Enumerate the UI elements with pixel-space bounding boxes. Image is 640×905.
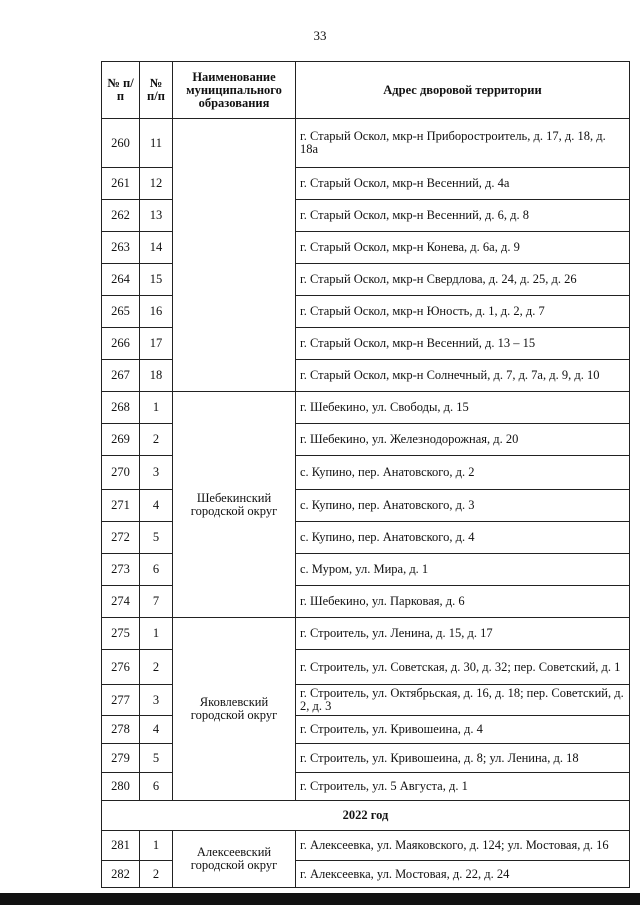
header-num-global: № п/п (102, 62, 140, 119)
row-number-local: 18 (140, 360, 173, 392)
row-number-local: 2 (140, 424, 173, 456)
row-number-local: 13 (140, 200, 173, 232)
address-cell: г. Строитель, ул. Октябрьская, д. 16, д. 18; пер. Советский, д. 2, д. 3 (296, 685, 630, 716)
table-row (102, 831, 630, 861)
year-label: 2022 год (102, 801, 630, 831)
header-num-local: № п/п (140, 62, 173, 119)
address-cell: г. Старый Оскол, мкр-н Весенний, д. 6, д. 8 (296, 200, 630, 232)
row-number-global: 270 (102, 456, 140, 490)
row-number-global: 261 (102, 168, 140, 200)
row-number-global: 265 (102, 296, 140, 328)
row-number-global: 262 (102, 200, 140, 232)
row-number-global: 271 (102, 490, 140, 522)
row-number-global: 278 (102, 716, 140, 744)
row-number-global: 274 (102, 586, 140, 618)
row-number-local: 17 (140, 328, 173, 360)
municipality-cell: Алексеевский городской округ (173, 831, 296, 888)
row-number-global: 276 (102, 650, 140, 685)
address-cell: г. Строитель, ул. Ленина, д. 15, д. 17 (296, 618, 630, 650)
page-number: 33 (313, 28, 327, 43)
row-number-global: 263 (102, 232, 140, 264)
table-row (102, 618, 630, 650)
address-cell: г. Строитель, ул. 5 Августа, д. 1 (296, 773, 630, 801)
address-cell: г. Шебекино, ул. Парковая, д. 6 (296, 586, 630, 618)
address-cell: г. Старый Оскол, мкр-н Приборостроитель, д. 17, д. 18, д. 18а (296, 119, 630, 168)
table-row (102, 119, 630, 168)
row-number-global: 272 (102, 522, 140, 554)
yard-territory-table (101, 61, 630, 888)
row-number-local: 12 (140, 168, 173, 200)
row-number-local: 6 (140, 554, 173, 586)
table-header-row (102, 62, 630, 119)
row-number-local: 6 (140, 773, 173, 801)
table-row (102, 392, 630, 424)
row-number-local: 7 (140, 586, 173, 618)
row-number-local: 1 (140, 392, 173, 424)
row-number-local: 3 (140, 456, 173, 490)
row-number-local: 1 (140, 831, 173, 861)
row-number-global: 281 (102, 831, 140, 861)
row-number-local: 1 (140, 618, 173, 650)
row-number-local: 2 (140, 650, 173, 685)
row-number-global: 268 (102, 392, 140, 424)
address-cell: с. Купино, пер. Анатовского, д. 4 (296, 522, 630, 554)
address-cell: г. Старый Оскол, мкр-н Весенний, д. 4а (296, 168, 630, 200)
row-number-local: 3 (140, 685, 173, 716)
address-cell: г. Старый Оскол, мкр-н Свердлова, д. 24, д. 25, д. 26 (296, 264, 630, 296)
address-cell: г. Алексеевка, ул. Маяковского, д. 124; ул. Мостовая, д. 16 (296, 831, 630, 861)
row-number-global: 266 (102, 328, 140, 360)
address-cell: с. Муром, ул. Мира, д. 1 (296, 554, 630, 586)
address-cell: г. Алексеевка, ул. Мостовая, д. 22, д. 24 (296, 861, 630, 888)
row-number-local: 5 (140, 522, 173, 554)
table-body (102, 119, 630, 888)
year-separator-row (102, 801, 630, 831)
address-cell: г. Старый Оскол, мкр-н Весенний, д. 13 – 15 (296, 328, 630, 360)
header-municipality: Наименование муниципального образования (173, 62, 296, 119)
address-cell: г. Строитель, ул. Кривошеина, д. 4 (296, 716, 630, 744)
row-number-global: 264 (102, 264, 140, 296)
row-number-global: 280 (102, 773, 140, 801)
row-number-global: 269 (102, 424, 140, 456)
row-number-local: 15 (140, 264, 173, 296)
row-number-local: 4 (140, 490, 173, 522)
address-cell: г. Шебекино, ул. Свободы, д. 15 (296, 392, 630, 424)
scan-edge-bar (0, 893, 640, 905)
row-number-global: 275 (102, 618, 140, 650)
row-number-global: 273 (102, 554, 140, 586)
address-cell: г. Строитель, ул. Кривошеина, д. 8; ул. Ленина, д. 18 (296, 744, 630, 773)
row-number-global: 279 (102, 744, 140, 773)
address-cell: г. Старый Оскол, мкр-н Конева, д. 6а, д. 9 (296, 232, 630, 264)
row-number-local: 4 (140, 716, 173, 744)
row-number-local: 16 (140, 296, 173, 328)
address-cell: г. Старый Оскол, мкр-н Юность, д. 1, д. 2, д. 7 (296, 296, 630, 328)
header-address: Адрес дворовой территории (296, 62, 630, 119)
row-number-global: 277 (102, 685, 140, 716)
address-cell: с. Купино, пер. Анатовского, д. 2 (296, 456, 630, 490)
row-number-global: 267 (102, 360, 140, 392)
municipality-cell: Шебекинский городской округ (173, 392, 296, 618)
row-number-local: 5 (140, 744, 173, 773)
address-cell: г. Шебекино, ул. Железнодорожная, д. 20 (296, 424, 630, 456)
address-cell: г. Строитель, ул. Советская, д. 30, д. 32; пер. Советский, д. 1 (296, 650, 630, 685)
row-number-global: 282 (102, 861, 140, 888)
municipality-cell: Яковлевский городской округ (173, 618, 296, 801)
row-number-local: 14 (140, 232, 173, 264)
row-number-local: 2 (140, 861, 173, 888)
municipality-cell (173, 119, 296, 392)
address-cell: г. Старый Оскол, мкр-н Солнечный, д. 7, д. 7а, д. 9, д. 10 (296, 360, 630, 392)
row-number-local: 11 (140, 119, 173, 168)
address-cell: с. Купино, пер. Анатовского, д. 3 (296, 490, 630, 522)
row-number-global: 260 (102, 119, 140, 168)
